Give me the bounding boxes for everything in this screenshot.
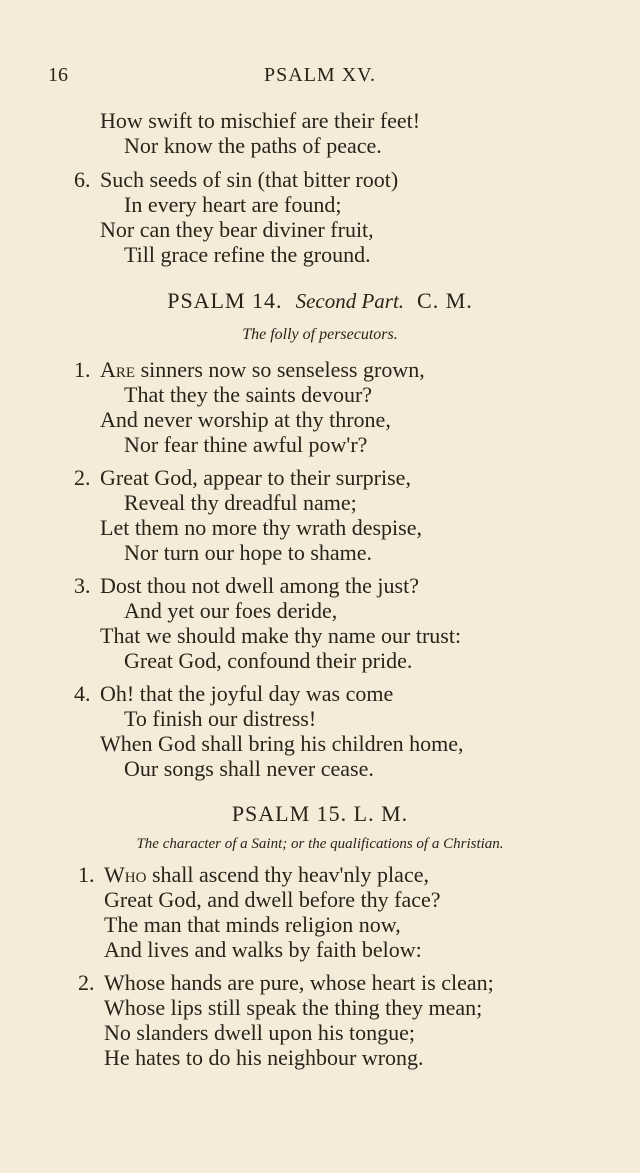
verse-line: Nor fear thine awful pow'r?	[124, 432, 368, 457]
verse-line: And never worship at thy throne,	[100, 407, 391, 432]
psalm-14-heading	[0, 288, 640, 314]
verse-line: He hates to do his neighbour wrong.	[104, 1045, 424, 1070]
psalm-14-meter: C. M.	[417, 288, 473, 313]
verse-number: 2.	[78, 970, 95, 995]
verse-line: Oh! that the joyful day was come	[100, 681, 394, 706]
verse-line: And lives and walks by faith below:	[104, 937, 422, 962]
verse-line: Whose lips still speak the thing they mean;	[104, 995, 483, 1020]
psalm-14-part: Second Part.	[295, 289, 405, 313]
verse-line: Great God, and dwell before thy face?	[104, 887, 441, 912]
psalm-14-subtitle: The folly of persecutors.	[242, 326, 398, 343]
verse-line: Nor turn our hope to shame.	[124, 540, 373, 565]
running-head: PSALM XV.	[264, 64, 376, 86]
verse-line: How swift to mischief are their feet!	[100, 108, 421, 133]
verse-number: 1.	[74, 357, 91, 382]
verse-line: Great God, confound their pride.	[124, 648, 413, 673]
verse-line: Our songs shall never cease.	[124, 756, 374, 781]
verse-line: Let them no more thy wrath despise,	[100, 515, 422, 540]
verse-line: In every heart are found;	[124, 192, 342, 217]
psalm-15-heading: PSALM 15. L. M.	[231, 801, 409, 826]
verse-line-rest: shall ascend thy heav'nly place,	[151, 862, 429, 887]
verse-line	[104, 862, 429, 888]
verse-line: Nor can they bear diviner fruit,	[100, 217, 374, 242]
verse-line: And yet our foes deride,	[124, 598, 338, 623]
verse-number: 6.	[74, 167, 91, 192]
verse-line: When God shall bring his children home,	[100, 731, 464, 756]
verse-first-word: Who	[104, 862, 147, 887]
verse-line: Such seeds of sin (that bitter root)	[100, 167, 399, 192]
verse-line: Dost thou not dwell among the just?	[100, 573, 419, 598]
verse-line: Nor know the paths of peace.	[124, 133, 382, 158]
verse-number: 4.	[74, 681, 91, 706]
verse-line: Whose hands are pure, whose heart is clean;	[104, 970, 494, 995]
verse-line: Great God, appear to their surprise,	[100, 465, 411, 490]
verse-line: Till grace refine the ground.	[124, 242, 371, 267]
psalm-15-subtitle: The character of a Saint; or the qualifications of a Christian.	[136, 836, 504, 852]
verse-line: Reveal thy dreadful name;	[124, 490, 357, 515]
verse-line	[100, 357, 425, 383]
psalm-14-title: PSALM 14.	[167, 288, 283, 313]
verse-line-rest: sinners now so senseless grown,	[140, 357, 425, 382]
verse-line: No slanders dwell upon his tongue;	[104, 1020, 416, 1045]
verse-line: That they the saints devour?	[124, 382, 373, 407]
verse-line: That we should make thy name our trust:	[100, 623, 462, 648]
verse-number: 1.	[78, 862, 95, 887]
verse-line: To finish our distress!	[124, 706, 317, 731]
verse-line: The man that minds religion now,	[104, 912, 401, 937]
page-number: 16	[48, 64, 68, 86]
verse-first-word: Are	[100, 357, 136, 382]
verse-number: 2.	[74, 465, 91, 490]
verse-number: 3.	[74, 573, 91, 598]
